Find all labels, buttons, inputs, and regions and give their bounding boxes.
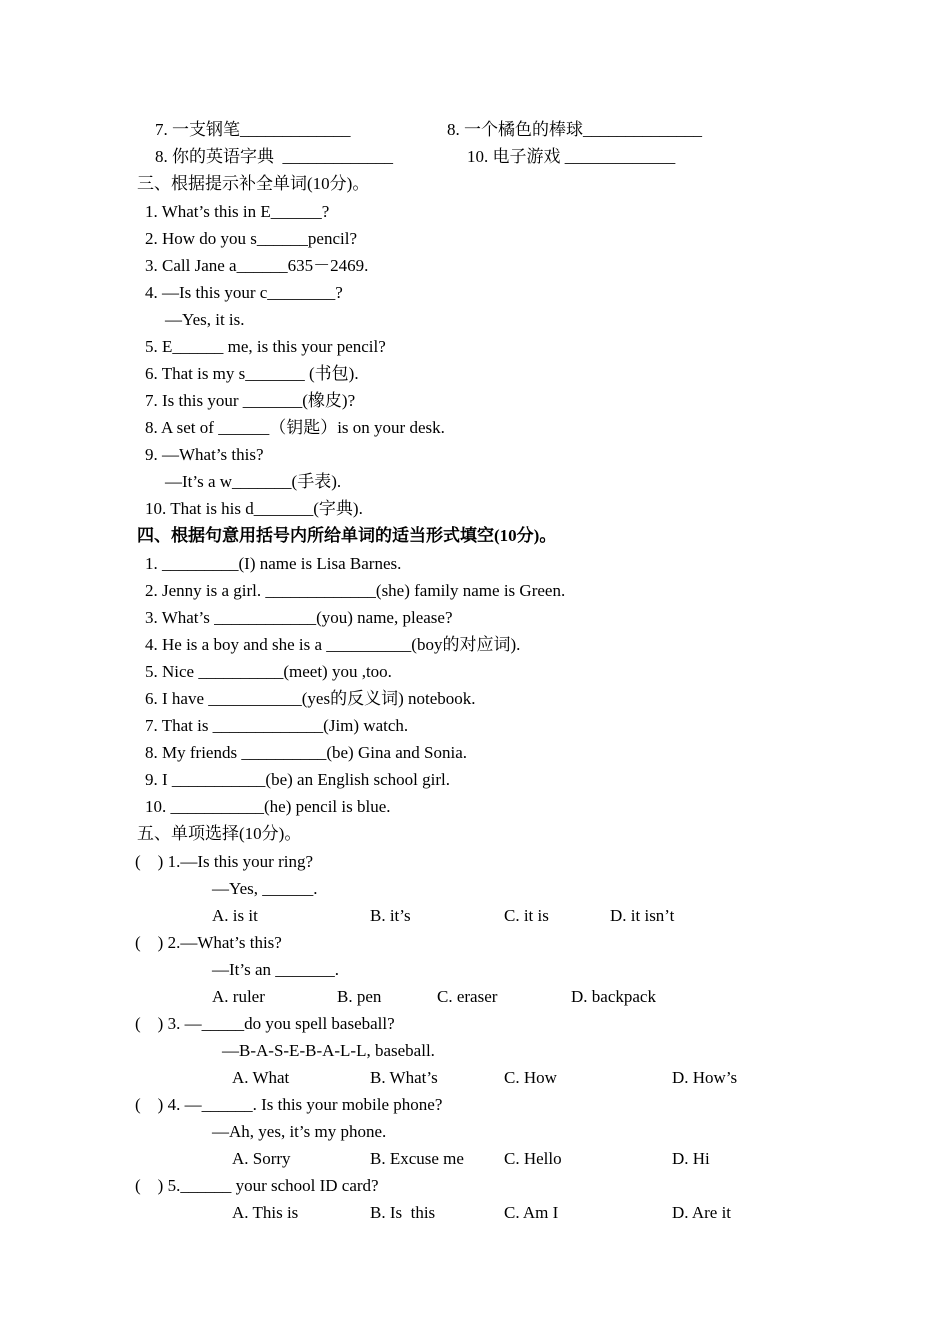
part3-line-4: 4. —Is this your c________? xyxy=(145,283,343,302)
part3-line-7: 7. Is this your _______(橡皮)? xyxy=(145,391,356,410)
mc-2-option-a: A. ruler xyxy=(212,987,265,1006)
part3-line-10: 10. That is his d_______(字典). xyxy=(145,499,363,518)
mc-3-option-c: C. How xyxy=(504,1068,557,1087)
part4-line-6: 6. I have ___________(yes的反义词) notebook. xyxy=(145,689,476,708)
part3-line-6: 6. That is my s_______ (书包). xyxy=(145,364,359,383)
part3-line-1: 1. What’s this in E______? xyxy=(145,202,330,221)
mc-1-stem: ( ) 1.—Is this your ring? xyxy=(135,852,314,871)
mc-2-stem: ( ) 2.—What’s this? xyxy=(135,933,282,952)
mc-1-option-c: C. it is xyxy=(504,906,549,925)
mc-5-option-b: B. Is this xyxy=(370,1203,436,1222)
mc-4-option-a: A. Sorry xyxy=(232,1149,291,1168)
part3-line-2: 2. How do you s______pencil? xyxy=(145,229,358,248)
mc-1-option-a: A. is it xyxy=(212,906,258,925)
translation-item-8: 8. 一个橘色的棒球______________ xyxy=(447,120,702,139)
mc-4-reply: —Ah, yes, it’s my phone. xyxy=(212,1122,387,1141)
part4-line-1: 1. _________(I) name is Lisa Barnes. xyxy=(145,554,402,573)
mc-1-reply: —Yes, ______. xyxy=(212,879,318,898)
mc-3-option-b: B. What’s xyxy=(370,1068,438,1087)
part4-line-3: 3. What’s ____________(you) name, please? xyxy=(145,608,453,627)
mc-1-option-d: D. it isn’t xyxy=(610,906,675,925)
mc-4-stem: ( ) 4. —______. Is this your mobile phone? xyxy=(135,1095,443,1114)
mc-3-option-d: D. How’s xyxy=(672,1068,738,1087)
part3-line-8: 8. A set of ______（钥匙）is on your desk. xyxy=(145,418,445,437)
mc-2-reply: —It’s an _______. xyxy=(212,960,340,979)
translation-item-7: 7. 一支钢笔_____________ xyxy=(155,120,351,139)
part4-line-8: 8. My friends __________(be) Gina and Sonia. xyxy=(145,743,468,762)
part4-line-2: 2. Jenny is a girl. _____________(she) family name is Green. xyxy=(145,581,566,600)
part3-line-3: 3. Call Jane a______635－2469. xyxy=(145,256,369,275)
mc-5-stem: ( ) 5.______ your school ID card? xyxy=(135,1176,379,1195)
mc-3-stem: ( ) 3. —_____do you spell baseball? xyxy=(135,1014,395,1033)
part4-line-5: 5. Nice __________(meet) you ,too. xyxy=(145,662,392,681)
mc-2-option-c: C. eraser xyxy=(437,987,498,1006)
part4-line-4: 4. He is a boy and she is a __________(boy的对应词). xyxy=(145,635,521,654)
part4-line-10: 10. ___________(he) pencil is blue. xyxy=(145,797,391,816)
part3-line-4-reply: —Yes, it is. xyxy=(165,310,245,329)
translation-item-10: 10. 电子游戏 _____________ xyxy=(467,147,676,166)
mc-2-option-b: B. pen xyxy=(337,987,382,1006)
mc-5-option-a: A. This is xyxy=(232,1203,299,1222)
mc-5-option-d: D. Are it xyxy=(672,1203,732,1222)
part3-line-9: 9. —What’s this? xyxy=(145,445,264,464)
part3-line-9-reply: —It’s a w_______(手表). xyxy=(165,472,342,491)
mc-1-option-b: B. it’s xyxy=(370,906,411,925)
mc-3-option-a: A. What xyxy=(232,1068,290,1087)
part3-line-5: 5. E______ me, is this your pencil? xyxy=(145,337,386,356)
mc-2-option-d: D. backpack xyxy=(571,987,656,1006)
section-3-heading: 三、根据提示补全单词(10分)。 xyxy=(137,174,370,193)
translation-item-8b: 8. 你的英语字典 _____________ xyxy=(155,147,393,166)
section-4-heading: 四、根据句意用括号内所给单词的适当形式填空(10分)。 xyxy=(137,526,557,545)
section-5-heading: 五、单项选择(10分)。 xyxy=(137,824,302,843)
part4-line-7: 7. That is _____________(Jim) watch. xyxy=(145,716,409,735)
mc-4-option-c: C. Hello xyxy=(504,1149,562,1168)
mc-3-reply: —B-A-S-E-B-A-L-L, baseball. xyxy=(222,1041,435,1060)
mc-4-option-b: B. Excuse me xyxy=(370,1149,464,1168)
mc-4-option-d: D. Hi xyxy=(672,1149,710,1168)
mc-5-option-c: C. Am I xyxy=(504,1203,559,1222)
part4-line-9: 9. I ___________(be) an English school girl. xyxy=(145,770,451,789)
